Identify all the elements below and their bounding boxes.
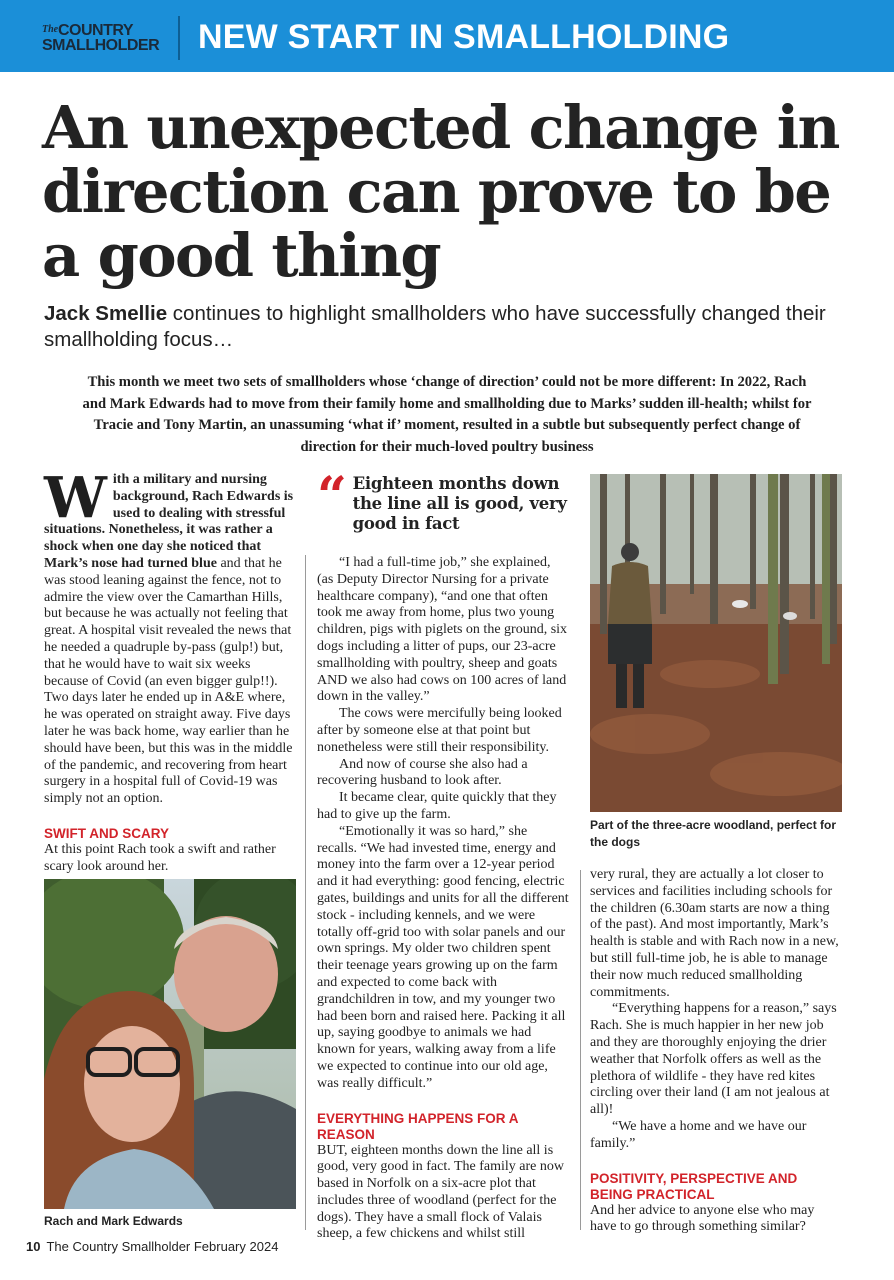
lead-text: and that he was stood leaning against the fence, not to admire the view over the Camarthan Hills, but because he was actually not feeling that great. A hospital visit revealed the news that he needed a quadruple by-pass (gulp!) but, that he would have to wait six weeks because of Covid (an even bigger gulp!!). Two days later he ended up in A&E where, he was operated on straight away. Five days later he was back home, way earlier than he should have been, but this was in the middle of the pandemic, and recovering from heart surgery in a hospital full of Covid-19 was simply not an option.: [44, 555, 293, 807]
logo-the: The: [42, 24, 59, 35]
woodland-photo: [590, 474, 842, 812]
lead-bold-text: ith a military and nursing background, Rach Edwards is used to dealing with stressful situations. Nonetheless, it was rather a shock when one day she noticed that Mark’s nose had turned blue: [44, 472, 294, 571]
paragraph: BUT, eighteen months down the line all is good, very good in fact. The family are now based in Norfolk on a six-acre plot that includes three of woodland (perfect for the dogs). They have a small flock of Valais sheep, a few chickens and whilst still: [317, 1142, 565, 1242]
article-standfirst: [44, 301, 844, 353]
paragraph: It became clear, quite quickly that they had to give up the farm.: [317, 790, 557, 822]
photo-caption-rach-mark: Rach and Mark Edwards: [44, 1214, 183, 1228]
page-footer: [26, 1239, 278, 1254]
woodland-photo-illustration: [590, 474, 842, 812]
pull-quote: [317, 466, 572, 534]
lead-paragraph: [44, 465, 296, 808]
page-number: 10: [26, 1239, 41, 1254]
footer-text: The Country Smallholder February 2024: [46, 1239, 279, 1254]
pull-quote-text: Eighteen months down the line all is good, very good in fact: [352, 474, 567, 533]
column-1: [44, 465, 296, 876]
column-3: [590, 867, 842, 1236]
subhead-everything-happens: EVERYTHING HAPPENS FOR A REASON: [317, 1110, 519, 1142]
drop-cap: W: [44, 465, 107, 531]
quote-mark-icon: “: [317, 466, 347, 527]
section-title: NEW START IN SMALLHOLDING: [198, 18, 730, 56]
paragraph: “Emotionally it was so hard,” she recalls. “We had invested time, energy and money into the farm over a 12-year period and it had everything: good fencing, electric gates, buildings and units for all the different stock - including kennels, and we were totally off-grid too with solar panels and our own springs. My older two children spent their teenage years growing up on the farm and expected to come back with grandchildren in tow, and my younger two had been born and raised here. Packing it all up, saying goodbye to animals we had known for years, walking away from a life we expected to continue into our old age, was really difficult.”: [317, 823, 569, 1091]
paragraph: “Everything happens for a reason,” says Rach. She is much happier in her new job and they are thoroughly enjoying the drier weather that Norfolk offers as well as the plethora of wildlife - they have red kites circling over their land (I am not jealous at all)!: [590, 1001, 837, 1118]
magazine-logo: [42, 22, 162, 58]
logo-line-1: COUNTRY: [58, 22, 134, 39]
subhead-swift-and-scary: SWIFT AND SCARY: [44, 825, 169, 841]
column-rule: [580, 870, 581, 1230]
header-divider: [178, 16, 180, 60]
selfie-photo-illustration: [44, 879, 296, 1209]
author-name: Jack Smellie: [44, 302, 168, 325]
selfie-photo: [44, 879, 296, 1209]
paragraph: “I had a full-time job,” she explained, (as Deputy Director Nursing for a private healthcare company), “and one that often took me away from home, plus two young children, pigs with piglets on the ground, six dogs including a litter of pups, our 23-acre smallholding with poultry, sheep and goats AND we also had cows on 100 acres of land down in the valley.”: [317, 555, 568, 705]
article-headline: An unexpected change in direction can prove to be a good thing: [42, 93, 839, 290]
paragraph: The cows were mercifully being looked after by someone else at that point but nonetheless were still their responsibility.: [317, 706, 562, 755]
standfirst-text: continues to highlight smallholders who have successfully changed their smallholding focus…: [44, 302, 826, 351]
paragraph: “We have a home and we have our family.”: [590, 1118, 807, 1151]
paragraph: And her advice to anyone else who may have to go through something similar?: [590, 1202, 815, 1235]
logo-line-2: SMALLHOLDER: [42, 37, 160, 54]
article-intro: This month we meet two sets of smallholders whose ‘change of direction’ could not be more different: In 2022, Rach and Mark Edwards had to move from their family home and smallholding due to Marks’ sudden ill-health; whilst for Tracie and Tony Martin, an unassuming ‘what if’ moment, resulted in a subtle but subsequently perfect change of direction for their much-loved poultry business: [82, 374, 812, 455]
photo-caption-woodland: Part of the three-acre woodland, perfect for the dogs: [590, 818, 837, 849]
column-rule: [305, 555, 306, 1230]
paragraph: At this point Rach took a swift and rather scary look around her.: [44, 841, 276, 874]
subhead-positivity: POSITIVITY, PERSPECTIVE AND BEING PRACTICAL: [590, 1170, 798, 1202]
paragraph: And now of course she also had a recovering husband to look after.: [317, 756, 528, 789]
section-header-bar: [0, 0, 894, 72]
column-2: [317, 555, 570, 1243]
paragraph: very rural, they are actually a lot closer to services and facilities including schools for the children (6.30am starts are now a thing of the past). And most importantly, Mark’s health is stable and with Rach now in a new, but still full-time job, he is able to manage their now much reduced smallholding commitments.: [590, 867, 839, 1000]
